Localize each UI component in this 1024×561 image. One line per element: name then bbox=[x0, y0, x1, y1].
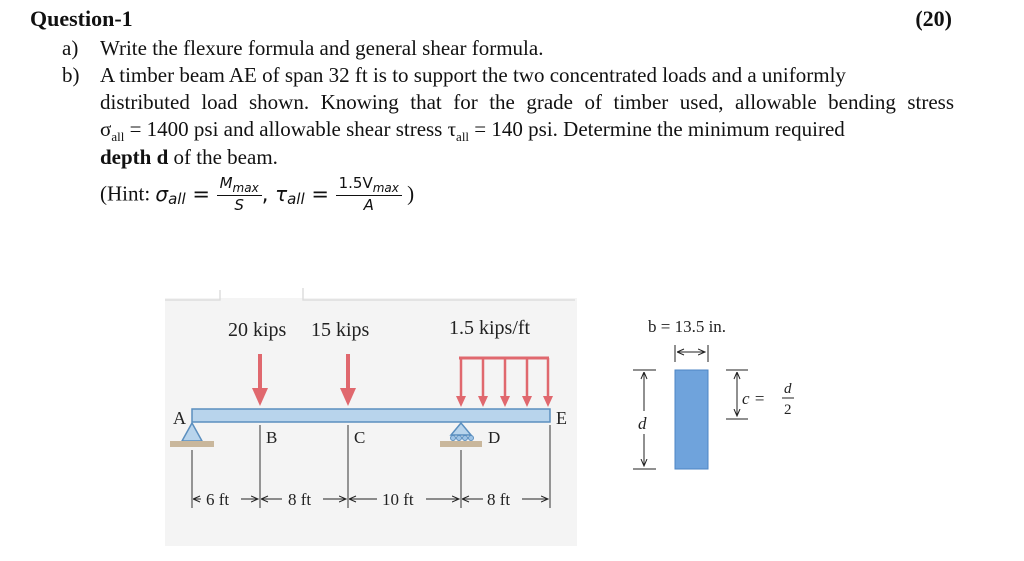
part-b-line2: distributed load shown. Knowing that for the grade of timber used, allowable bending stress bbox=[100, 90, 954, 114]
part-b-text-3a: = 1400 psi and allowable shear stress τ bbox=[124, 117, 457, 141]
load-b-label: 20 kips bbox=[228, 319, 287, 341]
hint-tau-sub: all bbox=[287, 190, 305, 208]
section-width-label: b = 13.5 in. bbox=[648, 317, 727, 336]
hint-comma: , bbox=[261, 182, 276, 206]
hint-sigma-sub: all bbox=[168, 190, 186, 208]
question-title: Question-1 bbox=[30, 6, 133, 31]
part-a-text: Write the flexure formula and general shear formula. bbox=[100, 36, 544, 60]
hint-sigma: σ bbox=[155, 182, 169, 206]
sigma-symbol: σ bbox=[100, 117, 112, 141]
hint-eq1: = bbox=[185, 182, 217, 206]
dim-cd-label: 10 ft bbox=[382, 490, 414, 509]
section-width-dim bbox=[675, 345, 708, 362]
hint-num2-sub: max bbox=[372, 181, 399, 195]
point-a-label: A bbox=[173, 408, 186, 428]
point-d-label: D bbox=[488, 428, 501, 447]
hint-den2: A bbox=[363, 196, 374, 214]
section-c-label: c = bbox=[742, 389, 766, 408]
beam bbox=[192, 409, 550, 422]
hint-tau: τ bbox=[275, 182, 288, 206]
depth-d-bold: depth d bbox=[100, 145, 169, 169]
load-dist-label: 1.5 kips/ft bbox=[449, 317, 531, 339]
part-a-label: a) bbox=[62, 36, 79, 60]
hint-num1-sub: max bbox=[232, 181, 259, 195]
dim-de-label: 8 ft bbox=[487, 490, 511, 509]
part-b-text-4: of the beam. bbox=[168, 145, 278, 169]
question-points: (20) bbox=[915, 6, 952, 31]
sigma-subscript: all bbox=[111, 129, 125, 145]
tau-subscript: all bbox=[456, 129, 470, 145]
part-b-text-3b: = 140 psi. Determine the minimum required bbox=[469, 117, 845, 141]
part-b-text-1: A timber beam AE of span 32 ft is to support the two concentrated loads and a uniformly bbox=[100, 63, 846, 87]
section-c-num: d bbox=[784, 381, 792, 397]
point-b-label: B bbox=[266, 428, 278, 447]
point-c-label: C bbox=[354, 428, 366, 447]
section-depth-label: d bbox=[638, 414, 647, 433]
section-c-den: 2 bbox=[784, 402, 792, 418]
hint-num2: 1.5V bbox=[338, 174, 373, 192]
dim-ab-label: 6 ft bbox=[206, 490, 230, 509]
cross-section bbox=[675, 370, 708, 469]
hint-num1: M bbox=[219, 174, 233, 192]
hint-close: ) bbox=[401, 181, 415, 206]
hint-den1: S bbox=[234, 196, 244, 214]
hint-open: (Hint: bbox=[100, 181, 156, 206]
part-b-label: b) bbox=[62, 63, 80, 87]
load-c-label: 15 kips bbox=[311, 319, 370, 341]
dim-bc-label: 8 ft bbox=[288, 490, 312, 509]
hint-eq2: = bbox=[304, 182, 336, 206]
point-e-label: E bbox=[556, 408, 567, 428]
